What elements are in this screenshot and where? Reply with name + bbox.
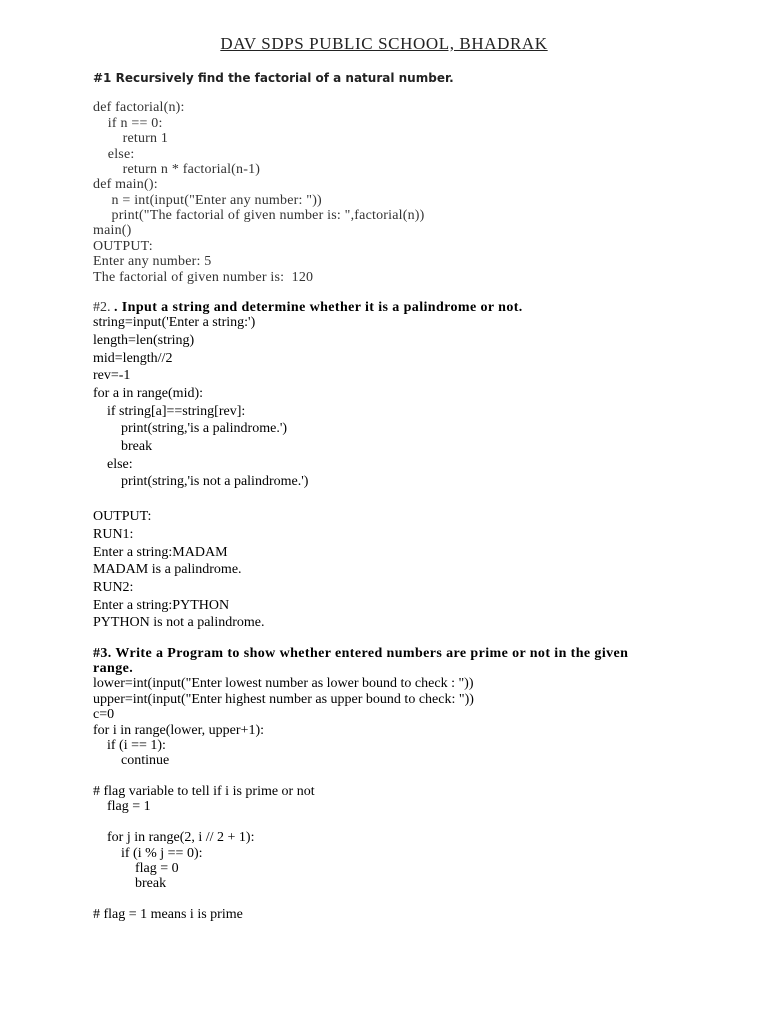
output-line: Enter a string:PYTHON [93,598,230,613]
code-line: return n * factorial(n-1) [93,162,261,177]
page-title: DAV SDPS PUBLIC SCHOOL, BHADRAK [220,34,548,53]
code-line: n = int(input("Enter any number: ")) [93,193,322,208]
output-line: PYTHON is not a palindrome. [93,615,265,630]
code-comment: # flag = 1 means i is prime [93,907,243,922]
code-line: length=len(string) [93,333,195,348]
code-line: lower=int(input("Enter lowest number as lower bound to check : ")) [93,676,474,691]
code-line: def main(): [93,177,158,192]
output-line: OUTPUT: [93,239,153,254]
code-line: if n == 0: [93,116,163,131]
code-line: break [93,439,153,454]
section3-heading [93,646,628,662]
section2-heading-text: . Input a string and determine whether it is a palindrome or not. [114,300,523,315]
code-line: continue [93,753,170,768]
code-line: flag = 1 [93,799,151,814]
code-line: upper=int(input("Enter highest number as upper bound to check: ")) [93,692,474,707]
code-line: for j in range(2, i // 2 + 1): [93,830,255,845]
code-line: mid=length//2 [93,351,173,366]
output-line: The factorial of given number is: 120 [93,270,314,285]
code-line: return 1 [93,131,169,146]
section3-heading-cont [93,661,133,677]
code-line: for a in range(mid): [93,386,204,401]
section2-heading-prefix: #2. [93,300,114,315]
section2-heading [93,300,523,316]
code-line: print(string,'is a palindrome.') [93,421,288,436]
code-line: print(string,'is not a palindrome.') [93,474,309,489]
output-line: Enter any number: 5 [93,254,212,269]
section3-heading-prefix: #3. [93,646,112,661]
code-line: flag = 0 [93,861,179,876]
code-line: if (i == 1): [93,738,166,753]
section1-heading: #1 Recursively find the factorial of a natural number. [93,71,454,85]
output-line: RUN2: [93,580,134,595]
code-line: else: [93,147,135,162]
output-line: RUN1: [93,527,134,542]
output-line: Enter a string:MADAM [93,545,228,560]
code-line: print("The factorial of given number is: ",factorial(n)) [93,208,425,223]
code-line: if string[a]==string[rev]: [93,404,246,419]
section3-heading-text: Write a Program to show whether entered numbers are prime or not in the given [111,646,629,661]
section3-heading-text-2: range. [93,661,134,676]
code-line: for i in range(lower, upper+1): [93,723,264,738]
code-line: if (i % j == 0): [93,846,203,861]
code-line: rev=-1 [93,368,131,383]
code-line: c=0 [93,707,115,722]
code-line: string=input('Enter a string:') [93,315,256,330]
code-line: main() [93,223,132,238]
code-comment: # flag variable to tell if i is prime or not [93,784,315,799]
code-line: break [93,876,167,891]
output-line: OUTPUT: [93,509,152,524]
code-line: def factorial(n): [93,100,185,115]
code-line: else: [93,457,133,472]
output-line: MADAM is a palindrome. [93,562,242,577]
